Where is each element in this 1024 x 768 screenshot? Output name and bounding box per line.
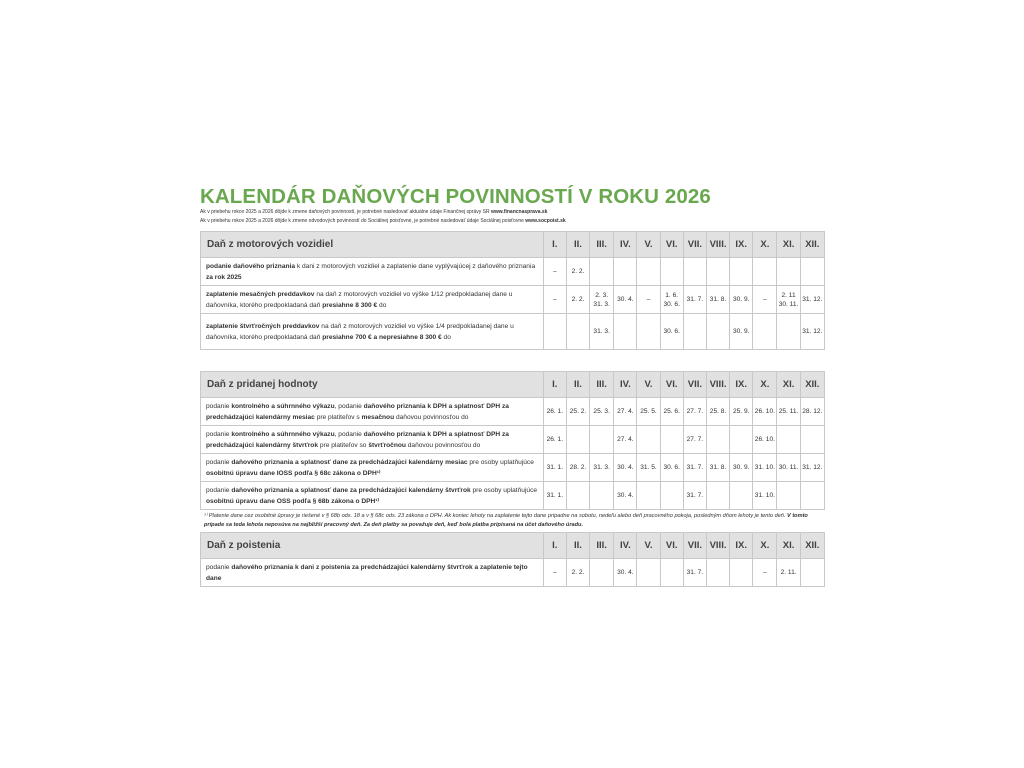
deadline-cell: 30. 4.: [614, 482, 637, 510]
link-socpoist[interactable]: www.socpoist.sk: [525, 218, 566, 224]
deadline-cell: [706, 314, 729, 350]
deadline-cell: –: [543, 559, 566, 587]
deadline-cell: [660, 482, 683, 510]
month-header: II.: [566, 232, 589, 258]
deadline-cell: 31. 7.: [683, 482, 706, 510]
deadline-cell: [637, 258, 660, 286]
deadline-cell: [637, 314, 660, 350]
deadline-cell: [706, 426, 729, 454]
deadline-cell: –: [753, 286, 777, 314]
deadline-cell: 31. 10.: [753, 482, 777, 510]
section-table: [200, 532, 825, 587]
obligation-description: podanie kontrolného a súhrnného výkazu, podanie daňového priznania k DPH a splatnosť DPH za predchádzajúci kalendárny mesiac pre platiteľov s mesačnou daňovou povinnosťou do: [201, 398, 544, 426]
deadline-cell: [543, 314, 566, 350]
deadline-cell: 31. 1.: [543, 454, 566, 482]
deadline-cell: [753, 258, 777, 286]
month-header: VII.: [683, 533, 706, 559]
deadline-cell: 25. 2.: [566, 398, 589, 426]
footnote: ¹⁾ Platenie dane cez osobitné úpravy je riešené v § 68b ods. 18 a v § 68c ods. 23 zákona o DPH. Ak koniec lehoty na zaplatenie tejto dane pripadne na sobotu, nedeľu alebo deň pracovného pokoja, posledným dňom lehoty je tento deň. V tomto prípade sa teda lehota neposúva na najbližší pracovný deň. Za deň platby sa považuje deň, keď bola platba pripísaná na účet daňového úradu.: [204, 513, 808, 528]
deadline-cell: 30. 4.: [614, 454, 637, 482]
month-header: V.: [637, 232, 660, 258]
month-header: III.: [590, 533, 614, 559]
month-header: IX.: [730, 372, 753, 398]
deadline-cell: 30. 6.: [660, 454, 683, 482]
month-header: II.: [566, 372, 589, 398]
month-header: X.: [753, 533, 777, 559]
deadline-cell: [730, 258, 753, 286]
deadline-cell: 30. 6.: [660, 314, 683, 350]
deadline-cell: 30. 9.: [730, 286, 753, 314]
deadline-cell: [730, 426, 753, 454]
deadline-cell: [590, 258, 614, 286]
table-row: [201, 258, 825, 286]
deadline-cell: 27. 7.: [683, 426, 706, 454]
deadline-cell: [566, 426, 589, 454]
deadline-cell: [800, 426, 824, 454]
month-header: I.: [543, 372, 566, 398]
deadline-cell: [706, 482, 729, 510]
deadline-cell: 27. 7.: [683, 398, 706, 426]
month-header: IV.: [614, 372, 637, 398]
deadline-cell: [777, 314, 800, 350]
note-line-2: [200, 217, 825, 226]
deadline-cell: 2. 2.: [566, 559, 589, 587]
deadline-cell: 31. 3.: [590, 314, 614, 350]
deadline-cell: [637, 426, 660, 454]
deadline-cell: 28. 12.: [800, 398, 824, 426]
deadline-cell: –: [637, 286, 660, 314]
deadline-cell: [614, 314, 637, 350]
deadline-cell: 2. 3. 31. 3.: [590, 286, 614, 314]
deadline-cell: [590, 426, 614, 454]
deadline-cell: 27. 4.: [614, 398, 637, 426]
month-header: XII.: [800, 533, 824, 559]
deadline-cell: 31. 10.: [753, 454, 777, 482]
month-header: XI.: [777, 533, 800, 559]
deadline-cell: 31. 12.: [800, 286, 824, 314]
table-row: [201, 314, 825, 350]
deadline-cell: [777, 482, 800, 510]
deadline-cell: –: [543, 286, 566, 314]
deadline-cell: [777, 258, 800, 286]
month-header: IV.: [614, 533, 637, 559]
month-header: III.: [590, 372, 614, 398]
deadline-cell: 31. 7.: [683, 559, 706, 587]
section-table: [200, 371, 825, 510]
deadline-cell: [800, 258, 824, 286]
section-header: [201, 232, 825, 258]
deadline-cell: 31. 8.: [706, 454, 729, 482]
deadline-cell: 1. 6. 30. 6.: [660, 286, 683, 314]
deadline-cell: [777, 426, 800, 454]
deadline-cell: 30. 9.: [730, 314, 753, 350]
deadline-cell: –: [543, 258, 566, 286]
deadline-cell: 25. 8.: [706, 398, 729, 426]
deadline-cell: –: [753, 559, 777, 587]
month-header: XII.: [800, 372, 824, 398]
note-line-1: [200, 208, 825, 217]
table-row: [201, 559, 825, 587]
deadline-cell: 31. 8.: [706, 286, 729, 314]
month-header: II.: [566, 533, 589, 559]
deadline-cell: 31. 1.: [543, 482, 566, 510]
month-header: VIII.: [706, 372, 729, 398]
month-header: III.: [590, 232, 614, 258]
deadline-cell: 31. 5.: [637, 454, 660, 482]
month-header: IX.: [730, 533, 753, 559]
month-header: I.: [543, 533, 566, 559]
deadline-cell: [683, 258, 706, 286]
month-header: XI.: [777, 232, 800, 258]
month-header: IX.: [730, 232, 753, 258]
deadline-cell: [800, 559, 824, 587]
deadline-cell: [637, 559, 660, 587]
tax-tables: [200, 231, 825, 587]
deadline-cell: 25. 6.: [660, 398, 683, 426]
table-row: [201, 482, 825, 510]
deadline-cell: 26. 10.: [753, 426, 777, 454]
deadline-cell: 25. 9.: [730, 398, 753, 426]
month-header: VII.: [683, 232, 706, 258]
obligation-description: podanie daňového priznania a splatnosť dane za predchádzajúci kalendárny mesiac pre osoby uplatňujúce osobitnú úpravu dane IOSS podľa § 68c zákona o DPH¹⁾: [201, 454, 544, 482]
month-header: VII.: [683, 372, 706, 398]
document-title: KALENDÁR DAŇOVÝCH POVINNOSTÍ V ROKU 2026: [200, 185, 711, 208]
obligation-description: podanie daňového priznania a splatnosť dane za predchádzajúci kalendárny štvrťrok pre osoby uplatňujúce osobitnú úpravu dane OSS podľa § 68b zákona o DPH¹⁾: [201, 482, 544, 510]
section-title: Daň z pridanej hodnoty: [201, 372, 544, 398]
section-table: [200, 231, 825, 350]
deadline-cell: 31. 12.: [800, 314, 824, 350]
deadline-cell: [566, 314, 589, 350]
note-text: Ak v priebehu rokov 2025 a 2026 dôjde k zmene daňových povinností, je potrebné nasledovať aktuálne údaje Finančnej správy SR: [200, 209, 491, 215]
deadline-cell: [660, 559, 683, 587]
deadline-cell: 2. 2.: [566, 258, 589, 286]
deadline-cell: 31. 3.: [590, 454, 614, 482]
deadline-cell: 30. 9.: [730, 454, 753, 482]
obligation-description: podanie kontrolného a súhrnného výkazu, podanie daňového priznania k DPH a splatnosť DPH za predchádzajúci kalendárny štvrťrok pre platiteľov so štvrťročnou daňovou povinnosťou do: [201, 426, 544, 454]
month-header: V.: [637, 372, 660, 398]
month-header: XI.: [777, 372, 800, 398]
month-header: XII.: [800, 232, 824, 258]
table-row: [201, 286, 825, 314]
deadline-cell: 2. 2.: [566, 286, 589, 314]
deadline-cell: [800, 482, 824, 510]
table-row: [201, 398, 825, 426]
deadline-cell: [566, 482, 589, 510]
section-header: [201, 372, 825, 398]
deadline-cell: [753, 314, 777, 350]
deadline-cell: 25. 3.: [590, 398, 614, 426]
deadline-cell: [637, 482, 660, 510]
obligation-description: zaplatenie štvrťročných preddavkov na daň z motorových vozidiel vo výške 1/4 predpokladanej dane u daňovníka, ktorého predpokladaná daň presiahne 700 € a nepresiahne 8 300 € do: [201, 314, 544, 350]
deadline-cell: [614, 258, 637, 286]
month-header: X.: [753, 232, 777, 258]
deadline-cell: 31. 7.: [683, 286, 706, 314]
deadline-cell: [706, 559, 729, 587]
deadline-cell: 30. 4.: [614, 286, 637, 314]
obligation-description: podanie daňového priznania k dani z motorových vozidiel a zaplatenie dane vyplývajúcej z daňového priznania za rok 2025: [201, 258, 544, 286]
month-header: VI.: [660, 372, 683, 398]
deadline-cell: [660, 426, 683, 454]
obligation-description: zaplatenie mesačných preddavkov na daň z motorových vozidiel vo výške 1/12 predpokladanej dane u daňovníka, ktorého predpokladaná daň presiahne 8 300 € do: [201, 286, 544, 314]
month-header: VIII.: [706, 232, 729, 258]
document-page: [200, 186, 825, 587]
deadline-cell: 26. 1.: [543, 398, 566, 426]
section-header: [201, 533, 825, 559]
deadline-cell: 30. 4.: [614, 559, 637, 587]
deadline-cell: 2. 11 30. 11.: [777, 286, 800, 314]
month-header: VI.: [660, 533, 683, 559]
month-header: X.: [753, 372, 777, 398]
deadline-cell: [590, 559, 614, 587]
month-header: IV.: [614, 232, 637, 258]
deadline-cell: [730, 559, 753, 587]
deadline-cell: 31. 12.: [800, 454, 824, 482]
deadline-cell: [706, 258, 729, 286]
month-header: VI.: [660, 232, 683, 258]
deadline-cell: [730, 482, 753, 510]
deadline-cell: [683, 314, 706, 350]
deadline-cell: 27. 4.: [614, 426, 637, 454]
deadline-cell: [590, 482, 614, 510]
month-header: I.: [543, 232, 566, 258]
deadline-cell: [660, 258, 683, 286]
deadline-cell: 30. 11.: [777, 454, 800, 482]
deadline-cell: 2. 11.: [777, 559, 800, 587]
deadline-cell: 25. 5.: [637, 398, 660, 426]
deadline-cell: 26. 1.: [543, 426, 566, 454]
table-row: [201, 454, 825, 482]
section-title: Daň z motorových vozidiel: [201, 232, 544, 258]
section-title: Daň z poistenia: [201, 533, 544, 559]
table-row: [201, 426, 825, 454]
deadline-cell: 28. 2.: [566, 454, 589, 482]
month-header: V.: [637, 533, 660, 559]
note-text: Ak v priebehu rokov 2025 a 2026 dôjde k zmene odvodových povinností do Sociálnej poisťovne, je potrebné nasledovať údaje Sociálnej poisťovne: [200, 218, 526, 224]
obligation-description: podanie daňového priznania k dani z poistenia za predchádzajúci kalendárny štvrťrok a zaplatenie tejto dane: [201, 559, 544, 587]
link-financnasprava[interactable]: www.financnasprava.sk: [490, 209, 548, 215]
deadline-cell: 25. 11.: [777, 398, 800, 426]
deadline-cell: 26. 10.: [753, 398, 777, 426]
deadline-cell: 31. 7.: [683, 454, 706, 482]
month-header: VIII.: [706, 533, 729, 559]
